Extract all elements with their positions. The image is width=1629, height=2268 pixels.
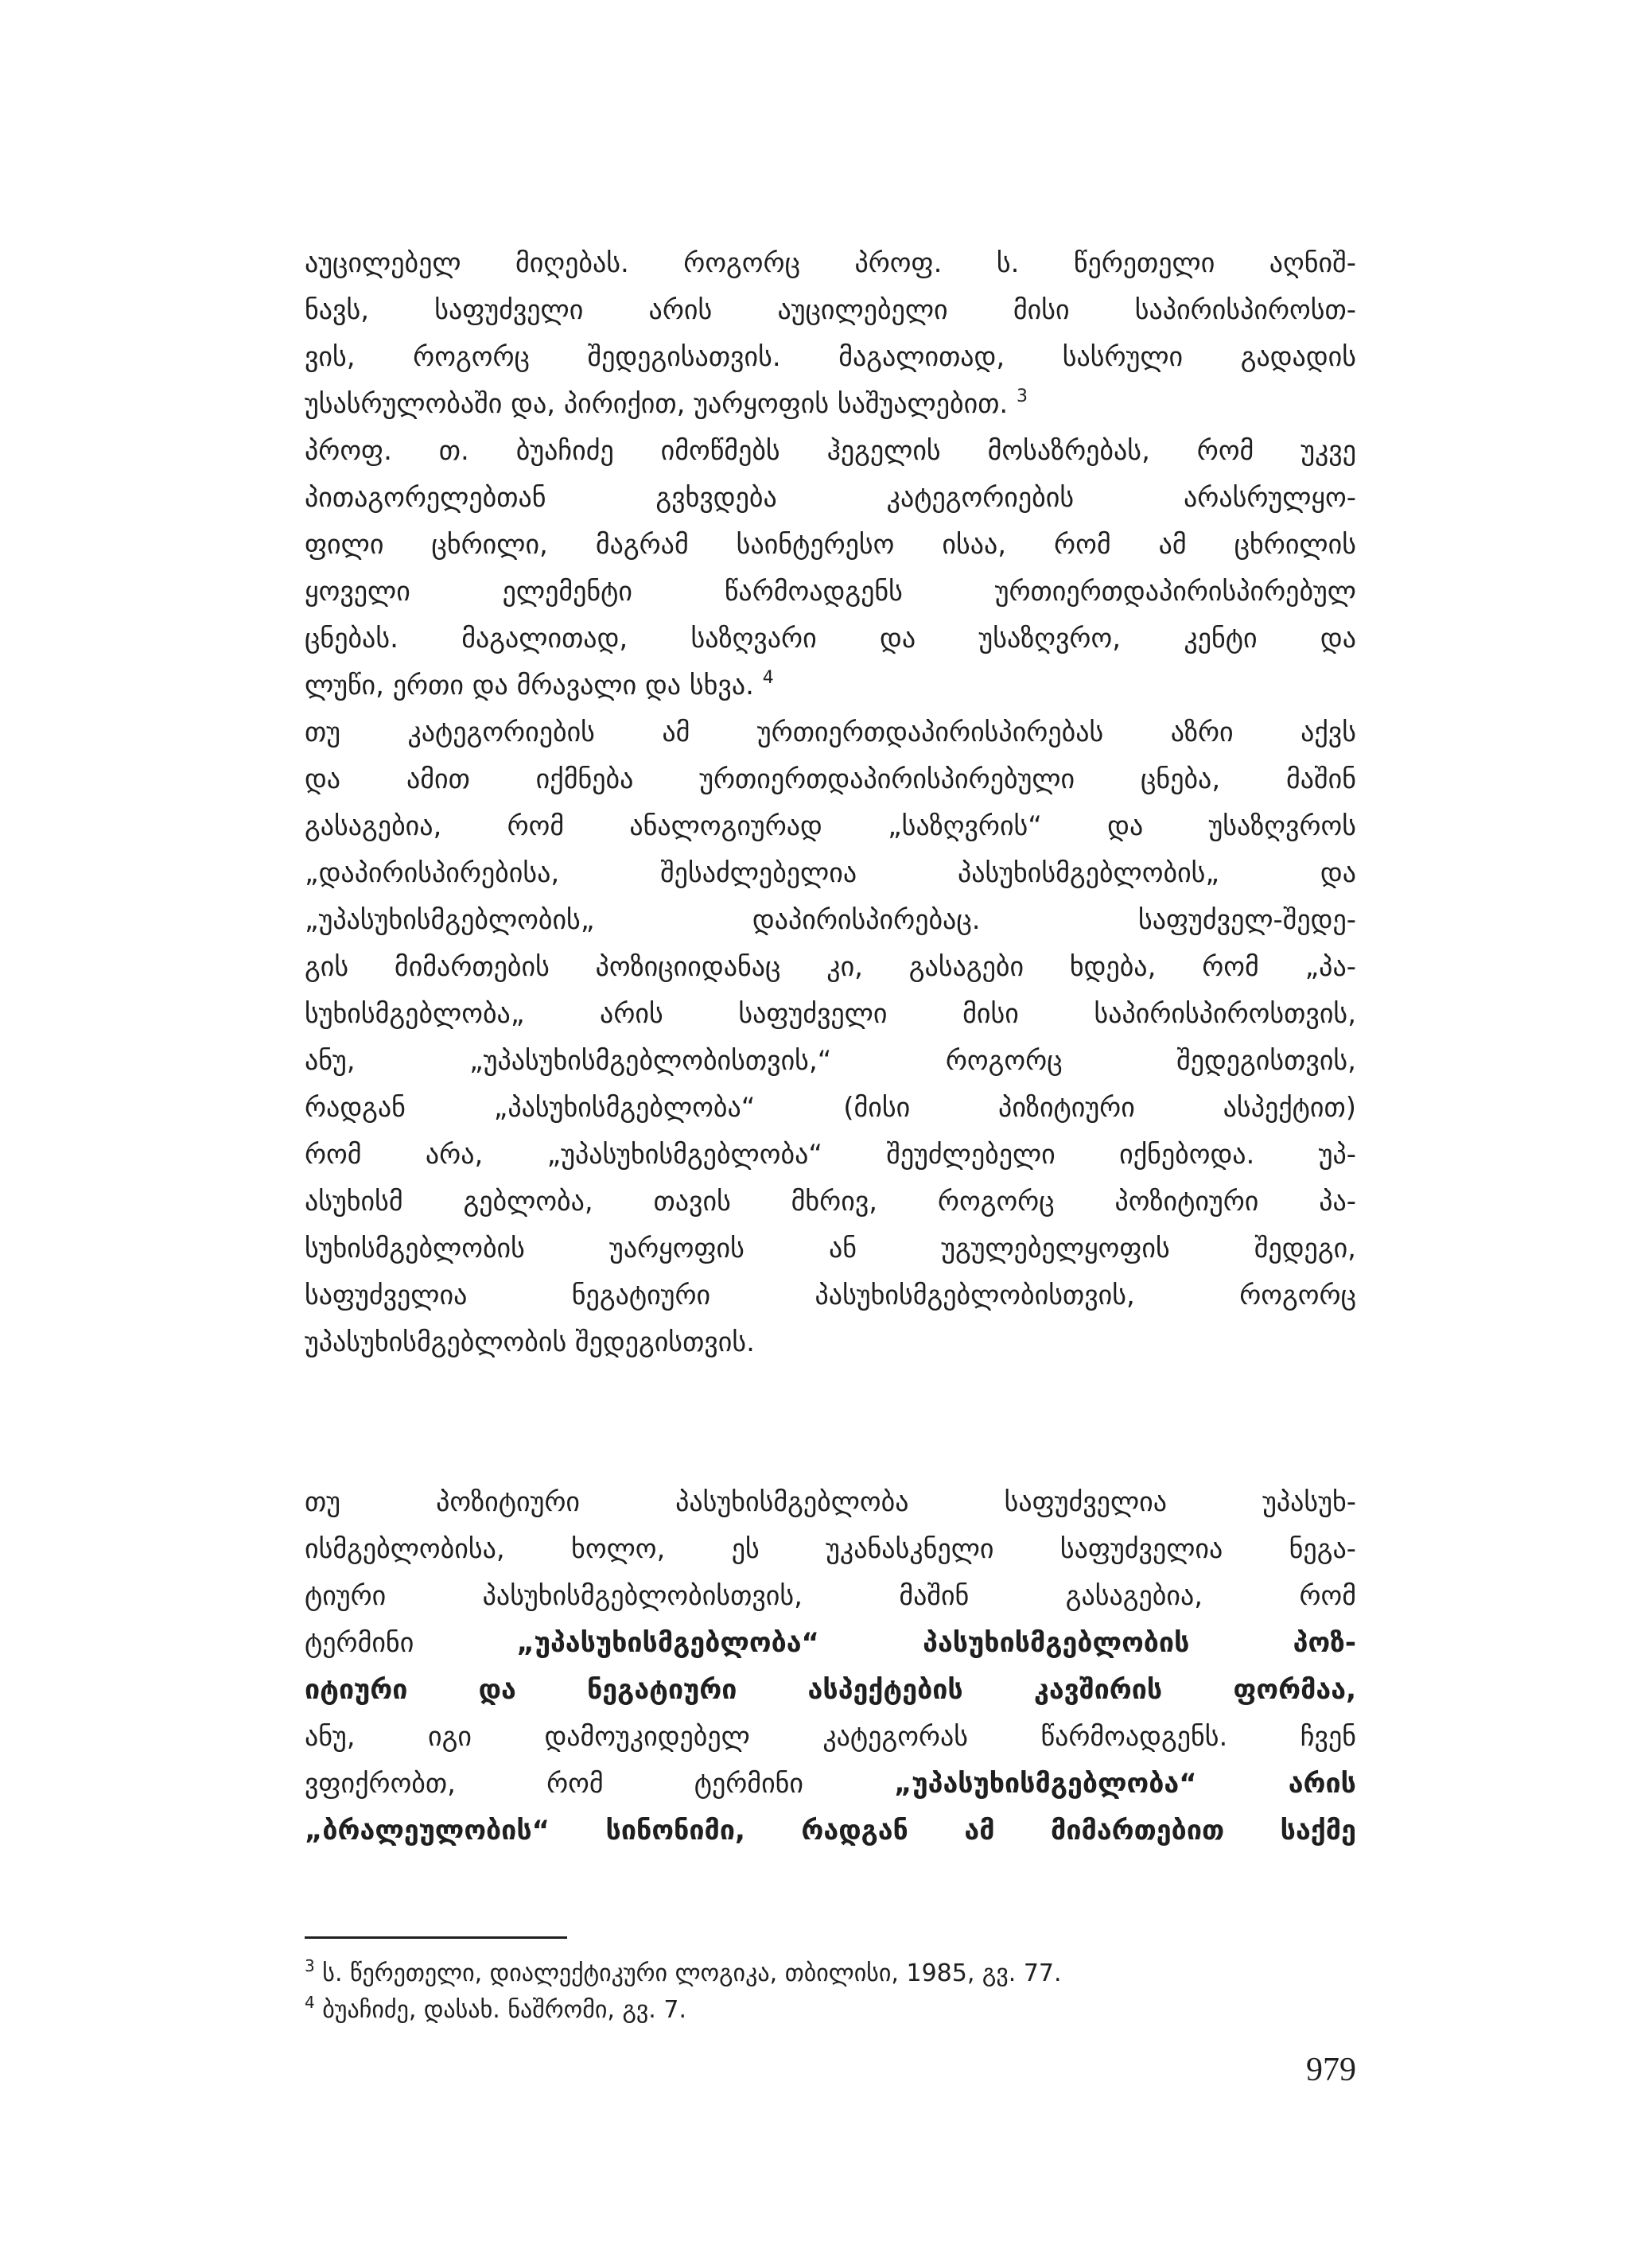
text-plain: რადგან „პასუხისმგებლობა“ (მისი პიზიტიური ასპექტით) xyxy=(305,1092,1356,1124)
text-plain: ყოველი ელემენტი წარმოადგენს ურთიერთდაპირისპირებულ xyxy=(305,576,1356,608)
text-line xyxy=(305,569,1356,616)
text-line xyxy=(305,428,1356,475)
text-plain: აუცილებელ მიღებას. როგორც პროფ. ს. წერეთელი აღნიშ- xyxy=(305,247,1356,279)
text-line xyxy=(305,616,1356,662)
text-plain: რომ არა, „უპასუხისმგებლობა“ შეუძლებელი იქნებოდა. უპ- xyxy=(305,1139,1356,1171)
text-line xyxy=(305,1272,1356,1319)
main-text-lower xyxy=(305,1479,1356,1854)
text-line xyxy=(305,287,1356,334)
text-plain: სუხისმგებლობა„ არის საფუძველი მისი საპირისპიროსთვის, xyxy=(305,998,1356,1030)
text-plain: ტერმინი xyxy=(305,1627,517,1659)
text-plain: უპასუხისმგებლობის შედეგისთვის. xyxy=(305,1326,755,1358)
text-bold: „ბრალეულობის“ სინონიმი, რადგან ამ მიმართებით საქმე xyxy=(305,1815,1356,1847)
text-line: თუ პოზიტიური პასუხისმგებლობა საფუძველია უპასუხ- xyxy=(305,1486,1356,1518)
text-plain: პითაგორელებთან გვხვდება კატეგორიების არასრულყო- xyxy=(305,482,1356,514)
text-line xyxy=(305,1761,1356,1808)
text-plain: „უპასუხისმგებლობის„ დაპირისპირებაც. საფუძველ-შედე- xyxy=(305,904,1356,936)
text-plain: სუხისმგებლობის უარყოფის ან უგულებელყოფის შედეგი, xyxy=(305,1233,1356,1264)
footnote-marker: 4 xyxy=(305,1993,315,2012)
text-bold: იტიური და ნეგატიური ასპექტების კავშირის ფორმაა, xyxy=(305,1674,1356,1706)
text-line xyxy=(305,756,1356,803)
footnote-reference: 3 xyxy=(1017,386,1028,406)
main-text-upper xyxy=(305,240,1356,1366)
text-line xyxy=(305,1225,1356,1272)
text-line xyxy=(305,522,1356,569)
text-plain: ფილი ცხრილი, მაგრამ საინტერესო ისაა, რომ ამ ცხრილის xyxy=(305,529,1356,561)
text-plain: და ამით იქმნება ურთიერთდაპირისპირებული ცნება, მაშინ xyxy=(305,763,1356,795)
footnote-reference: 4 xyxy=(762,668,774,688)
text-plain: ანუ, „უპასუხისმგებლობისთვის,“ როგორც შედეგისთვის, xyxy=(305,1045,1356,1077)
text-plain: თუ კატეგორიების ამ ურთიერთდაპირისპირებას აზრი აქვს xyxy=(305,717,1356,748)
text-line xyxy=(305,334,1356,381)
text-line xyxy=(305,850,1356,897)
text-line: ანუ, იგი დამოუკიდებელ კატეგორას წარმოადგენს. ჩვენ xyxy=(305,1721,1356,1753)
text-plain: ცნებას. მაგალითად, საზღვარი და უსაზღვრო, კენტი და xyxy=(305,623,1356,654)
text-line xyxy=(305,944,1356,991)
text-line xyxy=(305,662,1356,709)
text-line xyxy=(305,709,1356,756)
footnote-divider xyxy=(305,1936,567,1939)
text-line xyxy=(305,803,1356,850)
text-line xyxy=(305,1620,1356,1667)
text-plain: უსასრულობაში და, პირიქით, უარყოფის საშუალებით. xyxy=(305,388,1009,420)
text-line xyxy=(305,381,1356,428)
text-bold: „უპასუხისმგებლობა“ პასუხისმგებლობის პოზ- xyxy=(516,1627,1357,1659)
text-plain: ასუხისმ გებლობა, თავის მხრივ, როგორც პოზიტიური პა- xyxy=(305,1186,1356,1217)
text-line xyxy=(305,1038,1356,1085)
text-line xyxy=(305,897,1356,944)
text-line xyxy=(305,1085,1356,1132)
text-line xyxy=(305,240,1356,287)
text-plain: გასაგებია, რომ ანალოგიურად „საზღვრის“ და უსაზღვროს xyxy=(305,810,1356,842)
text-plain: გის მიმართების პოზიციიდანაც კი, გასაგები ხდება, რომ „პა- xyxy=(305,951,1356,983)
text-line xyxy=(305,1667,1356,1714)
text-line xyxy=(305,991,1356,1038)
footnote-marker: 3 xyxy=(305,1956,315,1975)
footnote-4 xyxy=(305,1993,1356,2028)
footnote-3 xyxy=(305,1956,1356,1991)
text-plain: ვის, როგორც შედეგისათვის. მაგალითად, სასრული გადადის xyxy=(305,341,1356,373)
text-plain: ვფიქრობთ, რომ ტერმინი xyxy=(305,1768,895,1800)
text-plain: ლუწი, ერთი და მრავალი და სხვა. xyxy=(305,670,754,701)
footnote-text: ბუაჩიძე, დასახ. ნაშრომი, გვ. 7. xyxy=(314,1996,686,2024)
text-line: ტიური პასუხისმგებლობისთვის, მაშინ გასაგებია, რომ xyxy=(305,1580,1356,1612)
text-plain: ნავს, საფუძველი არის აუცილებელი მისი საპირისპიროსთ- xyxy=(305,294,1356,326)
text-line xyxy=(305,1319,1356,1366)
text-line xyxy=(305,1808,1356,1854)
text-line xyxy=(305,1132,1356,1179)
text-plain: საფუძველია ნეგატიური პასუხისმგებლობისთვის, როგორც xyxy=(305,1280,1356,1311)
text-bold: „უპასუხისმგებლობა“ არის xyxy=(894,1768,1356,1800)
text-line xyxy=(305,475,1356,522)
footnote-text: ს. წერეთელი, დიალექტიკური ლოგიკა, თბილისი, 1985, გვ. 77. xyxy=(314,1959,1062,1987)
text-plain: პროფ. თ. ბუაჩიძე იმოწმებს ჰეგელის მოსაზრებას, რომ უკვე xyxy=(305,435,1356,467)
text-line: ისმგებლობისა, ხოლო, ეს უკანასკნელი საფუძველია ნეგა- xyxy=(305,1533,1356,1565)
page-number: 979 xyxy=(1306,2052,1356,2088)
text-line xyxy=(305,1179,1356,1225)
text-plain: „დაპირისპირებისა, შესაძლებელია პასუხისმგებლობის„ და xyxy=(305,857,1356,889)
